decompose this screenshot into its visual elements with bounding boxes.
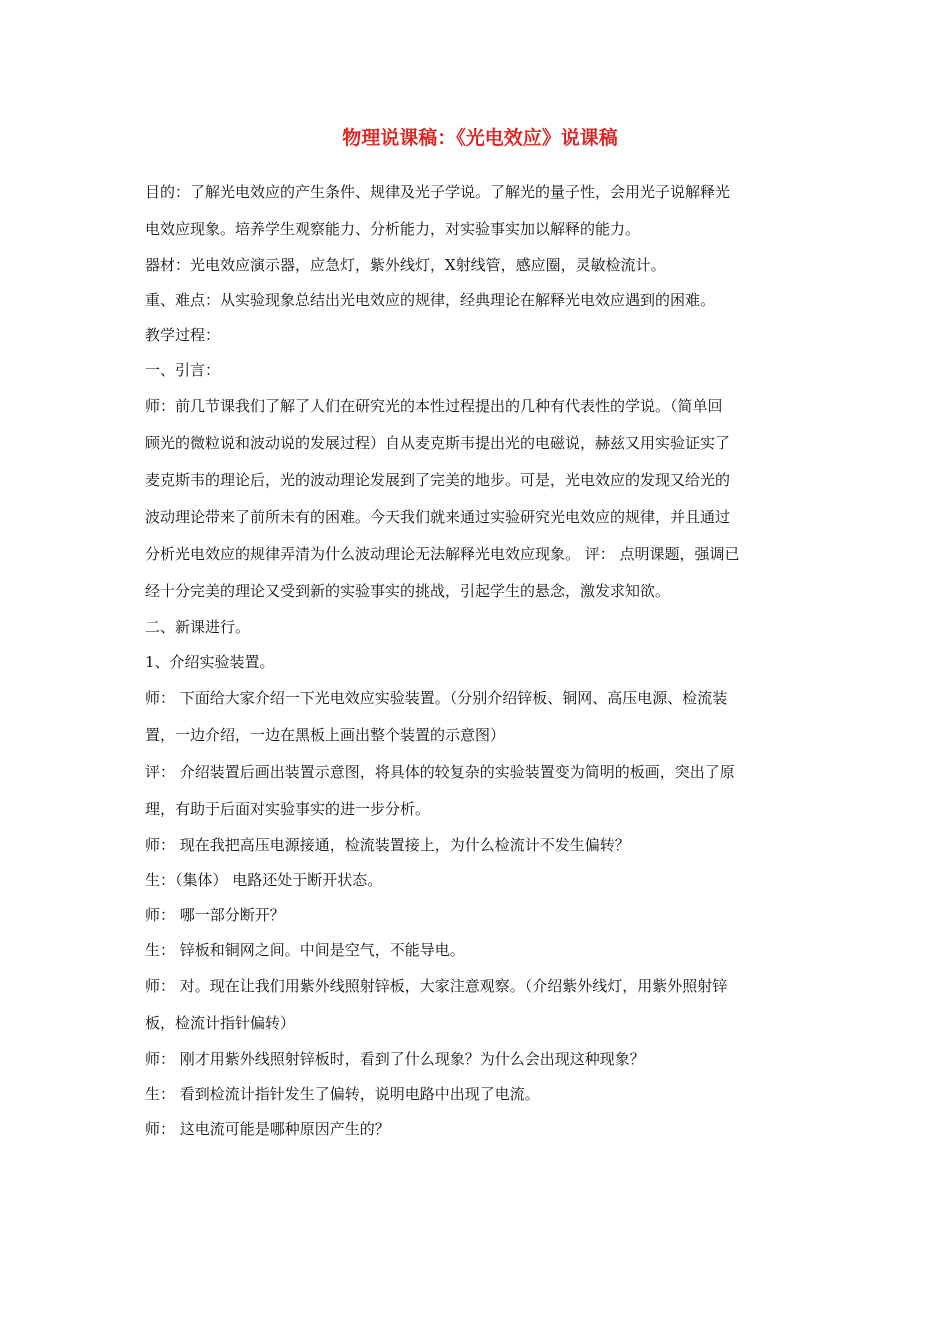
text-line: 置，一边介绍，一边在黑板上画出整个装置的示意图） — [145, 726, 506, 744]
paragraph — [145, 1077, 815, 1112]
paragraph — [145, 680, 815, 754]
text-line: 器材：光电效应演示器，应急灯，紫外线灯，X射线管，感应圈，灵敏检流计。 — [145, 256, 666, 274]
paragraph — [145, 174, 815, 248]
paragraph — [145, 318, 815, 353]
text-line: 电效应现象。培养学生观察能力、分析能力，对实验事实加以解释的能力。 — [145, 220, 641, 238]
text-line: 师： 对。现在让我们用紫外线照射锌板，大家注意观察。（介绍紫外线灯，用紫外照射锌 — [145, 977, 728, 995]
text-line: 教学过程： — [145, 326, 221, 344]
text-line: 麦克斯韦的理论后，光的波动理论发展到了完美的地步。可是，光电效应的发现又给光的 — [145, 471, 731, 489]
text-line: 经十分完美的理论又受到新的实验事实的挑战，引起学生的悬念，激发求知欲。 — [145, 582, 671, 600]
paragraph — [145, 283, 815, 318]
paragraph — [145, 1112, 815, 1147]
text-line: 重、难点：从实验现象总结出光电效应的规律，经典理论在解释光电效应遇到的困难。 — [145, 291, 716, 309]
paragraph — [145, 610, 815, 645]
text-line: 一、引言： — [145, 361, 221, 379]
paragraph — [145, 898, 815, 933]
text-line: 生：（集体） 电路还处于断开状态。 — [145, 871, 383, 889]
text-line: 1、介绍实验装置。 — [145, 653, 275, 671]
paragraph — [145, 353, 815, 388]
text-line: 分析光电效应的规律弄清为什么波动理论无法解释光电效应现象。 评： 点明课题，强调已 — [145, 545, 740, 563]
text-line: 板，检流计指针偏转） — [145, 1014, 296, 1032]
paragraph — [145, 1042, 815, 1077]
text-line: 二、新课进行。 — [145, 618, 251, 636]
paragraph — [145, 645, 815, 680]
text-line: 生： 锌板和铜网之间。中间是空气，不能导电。 — [145, 941, 465, 959]
text-line: 师：前几节课我们了解了人们在研究光的本性过程提出的几种有代表性的学说。（简单回 — [145, 397, 723, 415]
paragraph — [145, 863, 815, 898]
paragraph — [145, 754, 815, 828]
document-title: 物理说课稿：《光电效应》说课稿 — [342, 127, 618, 149]
text-line: 师： 哪一部分断开？ — [145, 906, 285, 924]
text-line: 师： 这电流可能是哪种原因产生的？ — [145, 1120, 390, 1138]
paragraph — [145, 828, 815, 863]
text-line: 生： 看到检流计指针发生了偏转，说明电路中出现了电流。 — [145, 1085, 540, 1103]
document-page — [145, 118, 815, 1147]
text-line: 师： 刚才用紫外线照射锌板时，看到了什么现象？为什么会出现这种现象？ — [145, 1050, 645, 1068]
text-line: 顾光的微粒说和波动说的发展过程）自从麦克斯韦提出光的电磁说，赫兹又用实验证实了 — [145, 434, 731, 452]
text-line: 师： 现在我把高压电源接通，检流装置接上，为什么检流计不发生偏转？ — [145, 836, 630, 854]
text-line: 目的：了解光电效应的产生条件、规律及光子学说。了解光的量子性，会用光子说解释光 — [145, 183, 731, 201]
paragraph — [145, 388, 815, 610]
text-line: 师： 下面给大家介绍一下光电效应实验装置。（分别介绍锌板、铜网、高压电源、检流装 — [145, 689, 728, 707]
text-line: 评： 介绍装置后画出装置示意图，将具体的较复杂的实验装置变为简明的板画，突出了原 — [145, 763, 735, 781]
paragraph — [145, 933, 815, 968]
document-body — [145, 174, 815, 1147]
text-line: 波动理论带来了前所未有的困难。今天我们就来通过实验研究光电效应的规律，并且通过 — [145, 508, 731, 526]
paragraph — [145, 968, 815, 1042]
text-line: 理，有助于后面对实验事实的进一步分析。 — [145, 800, 431, 818]
paragraph — [145, 248, 815, 283]
